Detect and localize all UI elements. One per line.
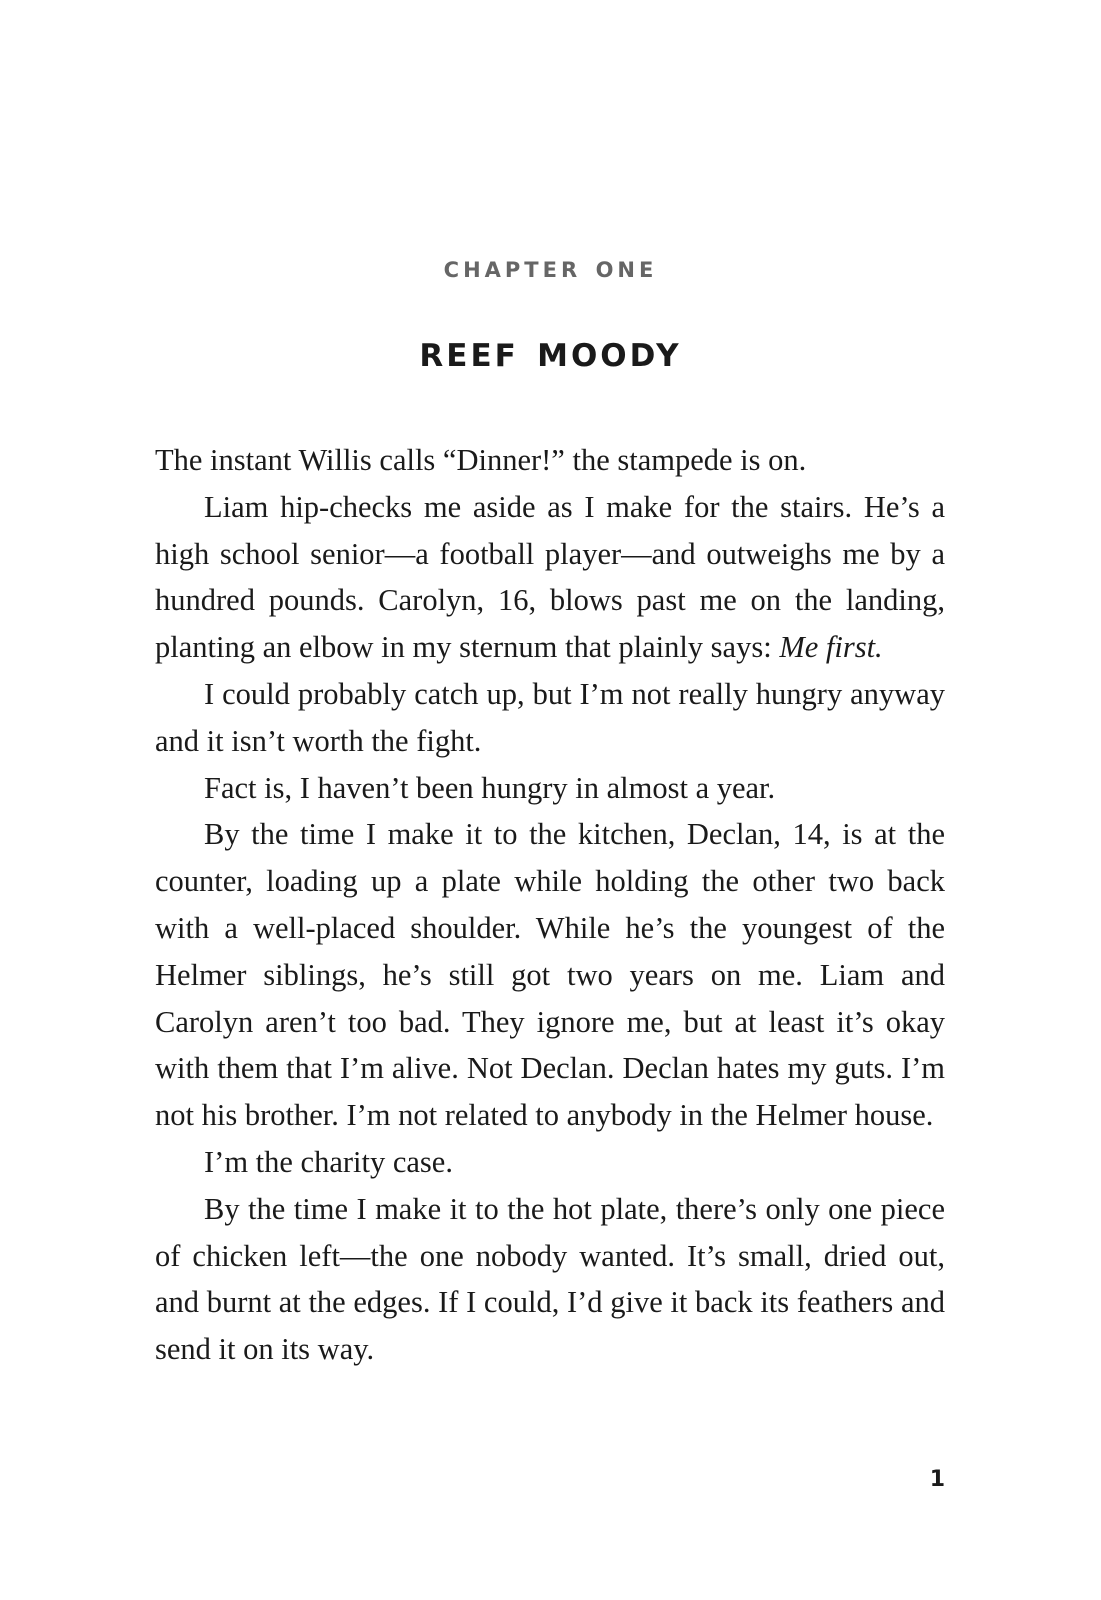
paragraph: [155, 484, 945, 671]
chapter-label: chapter one: [443, 250, 658, 285]
emphasis-text: Me first.: [779, 630, 883, 665]
paragraph-text: The instant Willis calls “Dinner!” the stampede is on.: [155, 443, 807, 477]
chapter-title: reef moody: [419, 326, 682, 377]
paragraph: [155, 671, 945, 765]
paragraph: [155, 811, 945, 1139]
paragraph-text: I could probably catch up, but I’m not really hungry anyway and it isn’t worth the fight.: [155, 676, 945, 758]
paragraph: [155, 1186, 945, 1373]
paragraph: [155, 1139, 945, 1186]
paragraph: [155, 765, 945, 812]
paragraph: [155, 437, 945, 484]
page-number: 1: [929, 1467, 945, 1492]
paragraph-text: Liam hip-checks me aside as I make for the stairs. He’s a high school senior—a football player—and outweighs me by a hundred pounds. Carolyn, 16, blows past me on the landing, planting an elbow in my sternum that plainly says:: [155, 489, 945, 665]
chapter-body: [155, 437, 945, 1373]
paragraph-text: Fact is, I haven’t been hungry in almost a year.: [204, 770, 776, 805]
paragraph-text: I’m the charity case.: [204, 1144, 453, 1179]
paragraph-text: By the time I make it to the hot plate, there’s only one piece of chicken left—the one nobody wanted. It’s small, dried out, and burnt at the edges. If I could, I’d give it back its feathers and send it on its way.: [155, 1191, 945, 1367]
paragraph-text: By the time I make it to the kitchen, Declan, 14, is at the counter, loading up a plate while holding the other two back with a well-placed shoulder. While he’s the youngest of the Helmer siblings, he’s still got two years on me. Liam and Carolyn aren’t too bad. They ignore me, but at least it’s okay with them that I’m alive. Not Declan. Declan hates my guts. I’m not his brother. I’m not related to anybody in the Helmer house.: [155, 817, 945, 1133]
